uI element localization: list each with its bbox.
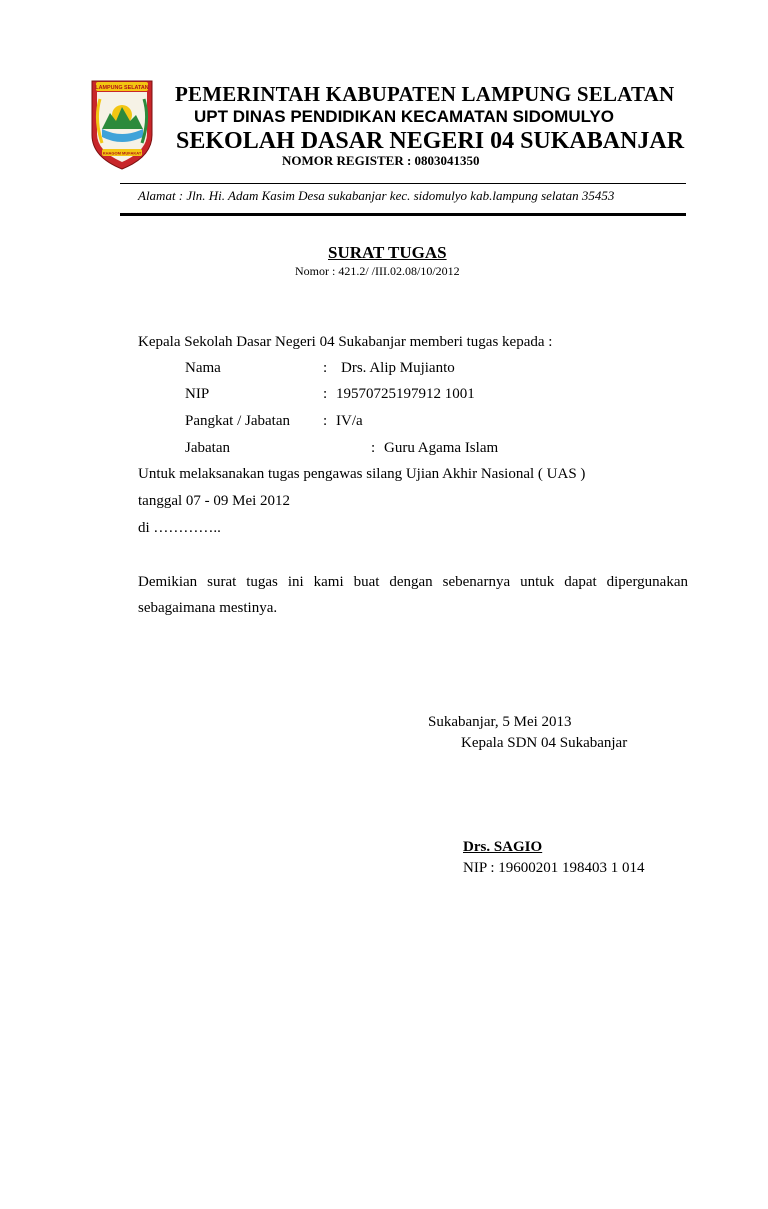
letterhead-register-number: NOMOR REGISTER : 0803041350 (282, 153, 480, 168)
letterhead-school-name: SEKOLAH DASAR NEGERI 04 SUKABANJAR (176, 128, 685, 154)
field-value-nip: 19570725197912 1001 (336, 386, 475, 402)
date-line: tanggal 07 - 09 Mei 2012 (138, 493, 291, 509)
signature-place-date: Sukabanjar, 5 Mei 2013 (428, 714, 572, 730)
signature-nip: NIP : 19600201 198403 1 014 (463, 860, 645, 876)
field-sep-jabatan: : (371, 440, 376, 456)
logo-bottom-text: KHAGOM MUFAKAT (102, 150, 142, 156)
logo-top-text: LAMPUNG SELATAN (95, 85, 149, 91)
intro-text: Kepala Sekolah Dasar Negeri 04 Sukabanjar memberi tugas kepada : (138, 334, 553, 350)
field-label-jabatan: Jabatan (185, 440, 230, 456)
field-sep-pangkat: : (323, 413, 328, 429)
field-label-pangkat: Pangkat / Jabatan (185, 413, 290, 429)
field-value-jabatan: Guru Agama Islam (384, 440, 499, 456)
field-value-pangkat: IV/a (336, 413, 363, 429)
closing-text-line2: sebagaimana mestinya. (138, 600, 278, 616)
field-label-nip: NIP (185, 386, 210, 402)
signature-name: Drs. SAGIO (463, 839, 543, 855)
purpose-text: Untuk melaksanakan tugas pengawas silang Ujian Akhir Nasional ( UAS ) (138, 466, 586, 482)
document-title: SURAT TUGAS (328, 243, 447, 262)
field-value-nama: Drs. Alip Mujianto (341, 360, 455, 376)
field-label-nama: Nama (185, 360, 221, 376)
signature-role: Kepala SDN 04 Sukabanjar (461, 735, 628, 751)
lampung-selatan-emblem-logo (88, 77, 156, 171)
letterhead-government: PEMERINTAH KABUPATEN LAMPUNG SELATAN (175, 82, 675, 106)
field-sep-nama: : (323, 360, 328, 376)
field-sep-nip: : (323, 386, 328, 402)
letterhead-address: Alamat : Jln. Hi. Adam Kasim Desa sukabanjar kec. sidomulyo kab.lampung selatan 35453 (138, 188, 615, 203)
letterhead-agency: UPT DINAS PENDIDIKAN KECAMATAN SIDOMULYO (194, 107, 614, 126)
header-divider-thin (120, 183, 686, 184)
header-divider-thick (120, 213, 686, 216)
place-line: di ………….. (138, 520, 221, 536)
document-number: Nomor : 421.2/ /III.02.08/10/2012 (295, 264, 460, 278)
closing-text-line1: Demikian surat tugas ini kami buat dengan sebenarnya untuk dapat dipergunakan (138, 574, 688, 590)
